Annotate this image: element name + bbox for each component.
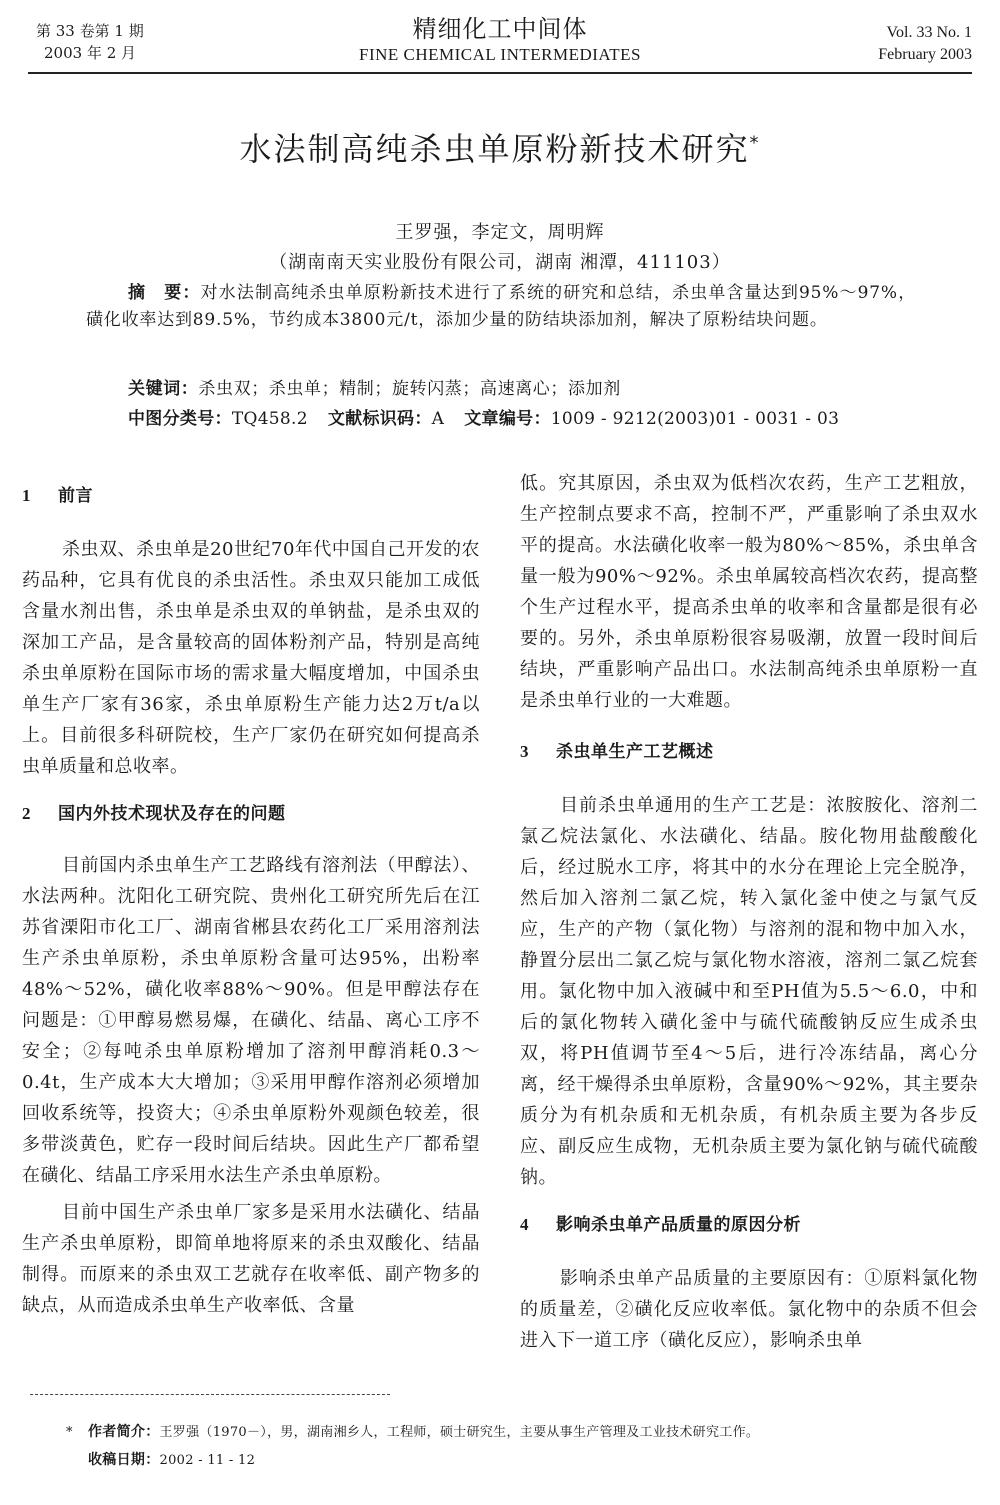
footnote-received bbox=[88, 1450, 968, 1471]
abstract-label: 摘 要： bbox=[128, 283, 201, 303]
keywords bbox=[128, 376, 928, 403]
section-title: 杀虫单生产工艺概述 bbox=[556, 742, 714, 762]
section-heading-3 bbox=[520, 736, 978, 768]
footnote-author bbox=[88, 1422, 968, 1443]
keywords-text: 杀虫双；杀虫单；精制；旋转闪蒸；高速离心；添加剂 bbox=[198, 379, 621, 399]
body-column-left bbox=[22, 480, 480, 1321]
journal-name bbox=[300, 14, 700, 66]
article-title-text: 水法制高纯杀虫单原粉新技术研究 bbox=[239, 130, 750, 168]
section-heading-2 bbox=[22, 798, 480, 830]
section-heading-4 bbox=[520, 1209, 978, 1241]
keywords-label: 关键词： bbox=[128, 379, 199, 399]
abstract-text: 对水法制高纯杀虫单原粉新技术进行了系统的研究和总结，杀虫单含量达到95%～97%，磺化收率达到89.5%，节约成本3800元/t，添加少量的防结块添加剂，解决了原粉结块问题。 bbox=[86, 283, 916, 330]
clc-label: 中图分类号： bbox=[128, 409, 232, 429]
author-info-text: 王罗强（1970－），男，湖南湘乡人，工程师，硕士研究生，主要从事生产管理及工业技术研究工作。 bbox=[159, 1425, 760, 1440]
section-number: 4 bbox=[520, 1215, 529, 1234]
paragraph: 影响杀虫单产品质量的主要原因有：①原料氯化物的质量差，②磺化反应收率低。氯化物中的杂质不但会进入下一道工序（磺化反应），影响杀虫单 bbox=[520, 1268, 978, 1351]
article-no-label: 文章编号： bbox=[464, 409, 551, 429]
date-cn: 2003 年 2 月 bbox=[44, 44, 137, 62]
section-title: 前言 bbox=[58, 486, 93, 506]
author-info-label: 作者简介： bbox=[88, 1424, 160, 1440]
volume-issue-en: Vol. 33 No. 1 bbox=[886, 24, 972, 41]
section-number: 3 bbox=[520, 742, 529, 761]
article-no-value: 1009 - 9212(2003)01 - 0031 - 03 bbox=[550, 409, 840, 429]
footnote-mark: * bbox=[66, 1425, 73, 1440]
classification-line bbox=[128, 406, 948, 433]
section-heading-1 bbox=[22, 480, 480, 512]
doc-code-label: 文献标识码： bbox=[327, 409, 432, 429]
abstract bbox=[86, 280, 916, 334]
section-title: 国内外技术现状及存在的问题 bbox=[58, 804, 286, 824]
paragraph: 杀虫双、杀虫单是20世纪70年代中国自己开发的农药品种，它具有优良的杀虫活性。杀虫双只能加工成低含量水剂出售，杀虫单是杀虫双的单钠盐，是杀虫双的深加工产品，是含量较高的固体粉剂产品，特别是高纯杀虫单原粉在国际市场的需求量大幅度增加，中国杀虫单生产厂家有36家，杀虫单原粉生产能力达2万t/a以上。目前很多科研院校，生产厂家仍在研究如何提高杀虫单质量和总收率。 bbox=[22, 539, 480, 777]
received-label: 收稿日期： bbox=[88, 1452, 160, 1468]
volume-issue-cn: 第 33 卷第 1 期 bbox=[36, 22, 144, 40]
body-column-right bbox=[520, 468, 978, 1356]
article-title bbox=[0, 124, 1000, 170]
title-footnote-mark: * bbox=[749, 132, 761, 154]
paragraph: 目前中国生产杀虫单厂家多是采用水法磺化、结晶生产杀虫单原粉，即简单地将原来的杀虫双酸化、结晶制得。而原来的杀虫双工艺就存在收率低、副产物多的缺点，从而造成杀虫单生产收率低、含量 bbox=[22, 1202, 480, 1316]
header-rule bbox=[28, 72, 972, 74]
affiliation: （湖南南天实业股份有限公司，湖南 湘潭，411103） bbox=[269, 252, 731, 273]
footnote-rule bbox=[30, 1394, 390, 1395]
section-title: 影响杀虫单产品质量的原因分析 bbox=[556, 1215, 801, 1235]
received-date: 2002 - 11 - 12 bbox=[159, 1453, 256, 1468]
clc-value: TQ458.2 bbox=[231, 409, 308, 429]
section-number: 2 bbox=[22, 804, 31, 823]
paragraph: 目前国内杀虫单生产工艺路线有溶剂法（甲醇法）、水法两种。沈阳化工研究院、贵州化工研究所先后在江苏省溧阳市化工厂、湖南省郴县农药化工厂采用溶剂法生产杀虫单原粉，杀虫单原粉含量可达95%，出粉率48%～52%，磺化收率88%～90%。但是甲醇法存在问题是：①甲醇易燃易爆，在磺化、结晶、离心工序不安全；②每吨杀虫单原粉增加了溶剂甲醇消耗0.3～0.4t，生产成本大大增加；③采用甲醇作溶剂必须增加回收系统等，投资大；④杀虫单原粉外观颜色较差，很多带淡黄色，贮存一段时间后结块。因此生产厂都希望在磺化、结晶工序采用水法生产杀虫单原粉。 bbox=[22, 855, 480, 1186]
doc-code-value: A bbox=[431, 409, 445, 429]
section-number: 1 bbox=[22, 486, 31, 505]
paragraph: 目前杀虫单通用的生产工艺是：浓胺胺化、溶剂二氯乙烷法氯化、水法磺化、结晶。胺化物用盐酸酸化后，经过脱水工序，将其中的水分在理论上完全脱净，然后加入溶剂二氯乙烷，转入氯化釜中使之与氯气反应，生产的产物（氯化物）与溶剂的混和物中加入水，静置分层出二氯乙烷与氯化物水溶液，溶剂二氯乙烷套用。氯化物中加入液碱中和至PH值为5.5～6.0，中和后的氯化物转入磺化釜中与硫代硫酸钠反应生成杀虫双，将PH值调节至4～5后，进行冷冻结晶，离心分离，经干燥得杀虫单原粉，含量90%～92%，其主要杂质分为有机杂质和无机杂质，有机杂质主要为各步反应、副反应生成物，无机杂质主要为氯化钠与硫代硫酸钠。 bbox=[520, 795, 978, 1188]
journal-name-en: FINE CHEMICAL INTERMEDIATES bbox=[358, 45, 642, 64]
paragraph: 低。究其原因，杀虫双为低档次农药，生产工艺粗放，生产控制点要求不高，控制不严，严重影响了杀虫双水平的提高。水法磺化收率一般为80%～85%，杀虫单含量一般为90%～92%。杀虫单属较高档次农药，提高整个生产过程水平，提高杀虫单的收率和含量都是很有必要的。另外，杀虫单原粉很容易吸潮，放置一段时间后结块，严重影响产品出口。水法制高纯杀虫单原粉一直是杀虫单行业的一大难题。 bbox=[520, 473, 978, 711]
date-en: February 2003 bbox=[878, 46, 972, 63]
journal-issue-cn bbox=[36, 20, 144, 64]
journal-name-cn: 精细化工中间体 bbox=[412, 15, 588, 43]
journal-issue-en bbox=[878, 22, 972, 66]
authors: 王罗强，李定文，周明辉 bbox=[395, 222, 605, 243]
